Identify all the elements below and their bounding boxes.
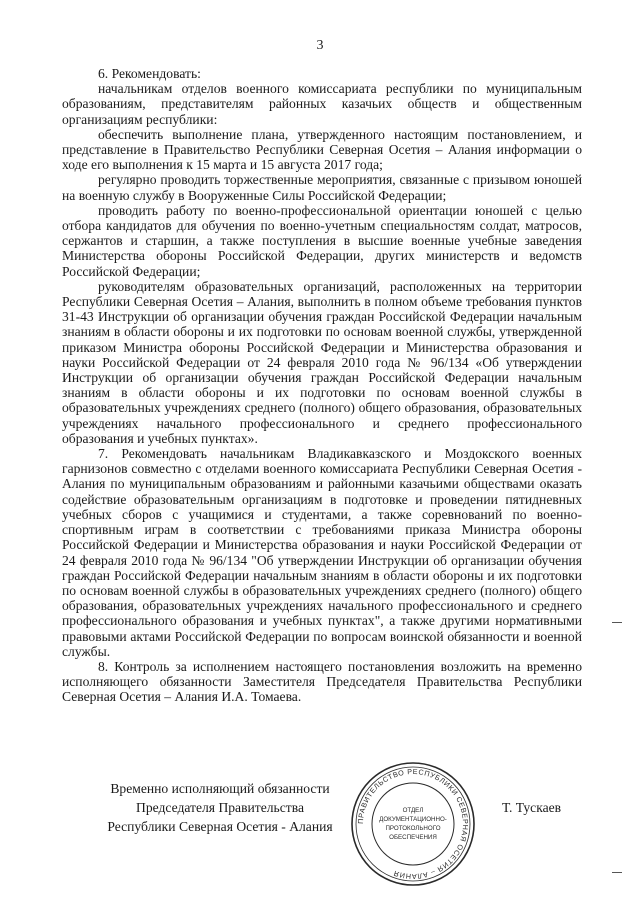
paragraph-item-6: 6. Рекомендовать: xyxy=(98,66,201,81)
paragraph-ensure-plan: обеспечить выполнение плана, утвержденного настоящим постановлением, и представление в Правительство Республики Северная Осетия – Алания информации о ходе его выполнения к 15 марта и 15 августа 2017 года; xyxy=(62,126,582,173)
official-stamp xyxy=(348,759,478,889)
signer-name: Т. Тускаев xyxy=(502,800,562,815)
signatory-position xyxy=(80,779,360,836)
margin-mark xyxy=(612,622,622,623)
signature-block xyxy=(62,766,582,882)
paragraph-school-heads: руководителям образовательных организаций, расположенных на территории Республики Северная Осетия – Алания, выполнить в полном объеме требования пунктов 31-43 Инструкции об организации обучения граждан Российской Федерации начальным знаниям в области обороны и их подготовки по основам военной службы, утвержденной приказом Министра обороны Российской Федерации и Министерства образования и науки Российской Федерации от 24 февраля 2010 года № 96/134 «Об утверждении Инструкции об организации обучения граждан Российской Федерации начальным знаниям в области обороны и их подготовки по основам военной службы в образовательных учреждениях среднего (полного) общего образования, образовательных учреждениях начального профессионального и среднего профессионального образования и учебных пунктах». xyxy=(62,278,582,446)
stamp-center-line: ПРОТОКОЛЬНОГО xyxy=(385,825,441,832)
paragraph-item-8: 8. Контроль за исполнением настоящего постановления возложить на временно исполняющего обязанности Заместителя Председателя Правительства Республики Северная Осетия – Алания И.А. Томаева. xyxy=(62,658,582,705)
position-line: Председателя Правительства xyxy=(136,800,304,815)
margin-mark xyxy=(612,872,622,873)
page-number: 3 xyxy=(316,38,324,53)
paragraph-recipients: начальникам отделов военного комиссариата республики по муниципальным образованиям, представителям районных казачьих обществ и общественным организациям республики: xyxy=(62,81,582,127)
stamp-ring-text: ПРАВИТЕЛЬСТВО РЕСПУБЛИКИ СЕВЕРНАЯ ОСЕТИЯ – АЛАНИЯ xyxy=(355,766,471,882)
paragraph-item-7: 7. Рекомендовать начальникам Владикавказского и Моздокского военных гарнизонов совместно с отделами военного комиссариата Республики Северная Осетия - Алания по муниципальным образованиям и районными казачьими обществами оказать содействие образовательным организациям в подготовке и проведении пятидневных учебных сборов с учащимися и студентами, а также соревнований по военно-спортивным играм в соответствии с требованиями приказа Министра обороны Российской Федерации и Министерства образования и науки Российской Федерации от 24 февраля 2010 года № 96/134 "Об утверждении Инструкции об организации обучения граждан Российской Федерации начальным знаниям в области обороны и их подготовки по основам военной службы в образовательных учреждениях среднего (полного) общего образования, образовательных учреждениях начального профессионального и среднего профессионального образования и учебных пунктах", а также другими нормативными правовыми актами Российской Федерации по вопросам воинской обязанности и военной службы. xyxy=(62,446,582,659)
stamp-center-line: ОБЕСПЕЧЕНИЯ xyxy=(389,834,437,841)
paragraph-career-guidance: проводить работу по военно-профессиональной ориентации юношей с целью отбора кандидатов для обучения по военно-учетным специальностям солдат, матросов, сержантов и старшин, а также поступления в высшие военные учебные заведения Министерства обороны Российской Федерации, других министерств и ведомств Российской Федерации; xyxy=(62,202,582,279)
position-line: Республики Северная Осетия - Алания xyxy=(107,819,333,834)
paragraph-ceremonies: регулярно проводить торжественные мероприятия, связанные с призывом юношей на военную службу в Вооруженные Силы Российской Федерации; xyxy=(62,172,582,203)
stamp-center-line: ОТДЕЛ xyxy=(402,807,424,814)
position-line: Временно исполняющий обязанности xyxy=(110,781,330,796)
stamp-center-line: ДОКУМЕНТАЦИОННО- xyxy=(379,816,447,823)
document-body xyxy=(62,66,582,705)
